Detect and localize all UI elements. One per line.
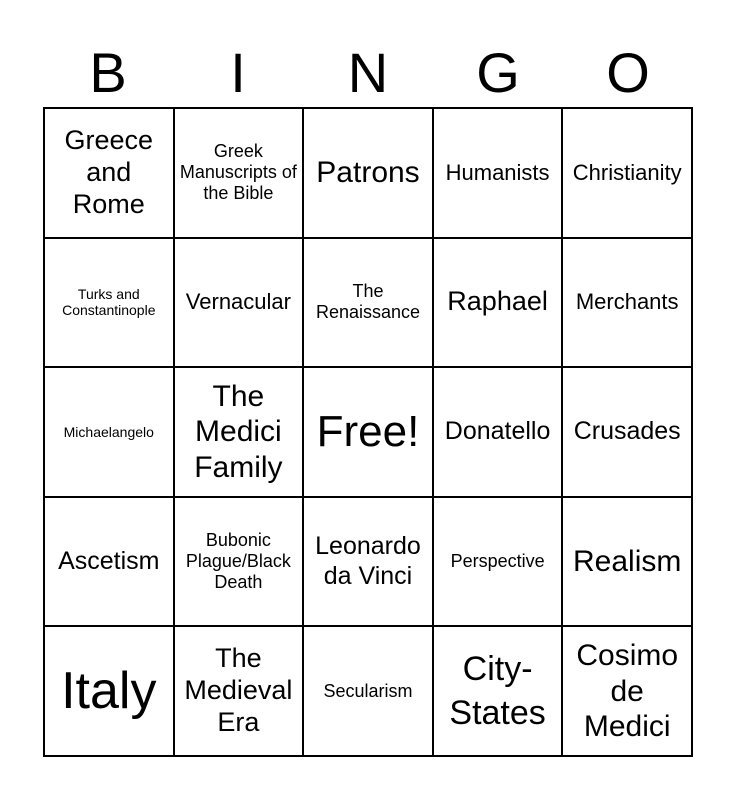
bingo-cell: Realism <box>562 497 692 627</box>
bingo-cell: Donatello <box>433 367 563 497</box>
bingo-cell: Michaelangelo <box>44 367 174 497</box>
bingo-cell: Perspective <box>433 497 563 627</box>
bingo-card-grid <box>43 107 693 757</box>
bingo-cell: City-States <box>433 626 563 756</box>
header-letter-i: I <box>230 41 246 104</box>
bingo-cell: Patrons <box>303 108 433 238</box>
bingo-cell: Italy <box>44 626 174 756</box>
bingo-cell: Greek Manuscripts of the Bible <box>174 108 304 238</box>
bingo-cell: Humanists <box>433 108 563 238</box>
bingo-cell: Turks and Constantinople <box>44 238 174 368</box>
bingo-cell: Crusades <box>562 367 692 497</box>
bingo-cell: Cosimo de Medici <box>562 626 692 756</box>
bingo-cell: Christianity <box>562 108 692 238</box>
bingo-cell: Bubonic Plague/Black Death <box>174 497 304 627</box>
bingo-cell: The Medici Family <box>174 367 304 497</box>
header-letter-g: G <box>476 41 520 104</box>
header-letter-n: N <box>347 41 389 104</box>
bingo-cell: Greece and Rome <box>44 108 174 238</box>
bingo-cell: Leonardo da Vinci <box>303 497 433 627</box>
free-space-cell: Free! <box>303 367 433 497</box>
bingo-cell: Vernacular <box>174 238 304 368</box>
bingo-cell: The Medieval Era <box>174 626 304 756</box>
bingo-cell: Secularism <box>303 626 433 756</box>
bingo-cell: Ascetism <box>44 497 174 627</box>
bingo-cell: Raphael <box>433 238 563 368</box>
header-letter-b: B <box>89 41 127 104</box>
bingo-cell: The Renaissance <box>303 238 433 368</box>
header-letter-o: O <box>606 41 650 104</box>
bingo-header <box>43 40 693 106</box>
bingo-cell: Merchants <box>562 238 692 368</box>
